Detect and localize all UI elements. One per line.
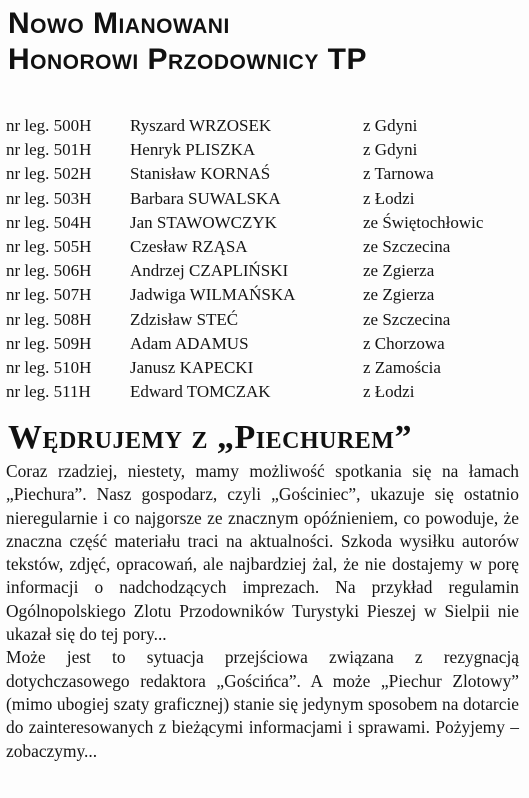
roster-name: Czesław RZĄSA bbox=[130, 237, 248, 257]
roster-name: Andrzej CZAPLIŃSKI bbox=[130, 261, 289, 281]
roster-name: Edward TOMCZAK bbox=[130, 382, 271, 402]
roster-name: Ryszard WRZOSEK bbox=[130, 116, 272, 136]
table-row bbox=[6, 187, 526, 211]
roster-name: Barbara SUWALSKA bbox=[130, 188, 281, 208]
table-row bbox=[6, 162, 526, 186]
roster-number: nr leg. 508H bbox=[6, 309, 92, 329]
article-paragraph-2: Może jest to sytuacja przejściowa związana z rezygnacją dotychczasowego redaktora „Gościńca”. A może „Piechur Zlotowy” (mimo ubogiej szaty graficznej) stanie się jedynym sposobem na dotarcie do zainteresowanych z bieżącymi informacjami i sprawami. Pożyjemy – zobaczymy... bbox=[6, 647, 519, 761]
roster-name: Jadwiga WILMAŃSKA bbox=[130, 285, 296, 305]
page-title bbox=[8, 6, 523, 78]
roster-town: z Chorzowa bbox=[363, 333, 445, 353]
roster-town: ze Zgierza bbox=[363, 285, 435, 305]
roster-town: z Łodzi bbox=[363, 188, 415, 208]
roster-town: ze Szczecina bbox=[363, 309, 451, 329]
roster-number: nr leg. 510H bbox=[6, 357, 92, 377]
roster-number: nr leg. 509H bbox=[6, 333, 92, 353]
table-row bbox=[6, 211, 526, 235]
roster-number: nr leg. 507H bbox=[6, 285, 92, 305]
roster-table bbox=[6, 114, 526, 404]
table-row bbox=[6, 356, 526, 380]
roster-town: z Łodzi bbox=[363, 382, 415, 402]
article-body bbox=[6, 460, 519, 763]
roster-number: nr leg. 511H bbox=[6, 382, 91, 402]
article-title: Wędrujemy z „Piechurem” bbox=[8, 419, 412, 456]
roster-number: nr leg. 505H bbox=[6, 237, 92, 257]
table-row bbox=[6, 114, 526, 138]
roster-name: Stanisław KORNAŚ bbox=[130, 164, 271, 184]
roster-name: Zdzisław STEĆ bbox=[130, 309, 239, 329]
roster-town: z Gdyni bbox=[363, 116, 418, 136]
roster-town: ze Szczecina bbox=[363, 237, 451, 257]
roster-number: nr leg. 502H bbox=[6, 164, 92, 184]
roster-town: z Zamościa bbox=[363, 357, 441, 377]
roster-number: nr leg. 501H bbox=[6, 140, 92, 160]
table-row bbox=[6, 235, 526, 259]
roster-number: nr leg. 503H bbox=[6, 188, 92, 208]
roster-name: Adam ADAMUS bbox=[130, 333, 249, 353]
table-row bbox=[6, 380, 526, 404]
table-row bbox=[6, 332, 526, 356]
roster-town: z Tarnowa bbox=[363, 164, 434, 184]
roster-town: z Gdyni bbox=[363, 140, 418, 160]
page-title-line-1: Nowo Mianowani bbox=[8, 7, 230, 40]
roster-number: nr leg. 504H bbox=[6, 212, 92, 232]
roster-name: Janusz KAPECKI bbox=[130, 357, 254, 377]
article-paragraph-1: Coraz rzadziej, niestety, mamy możliwość spotkania się na łamach „Piechura”. Nasz gospodarz, czyli „Gościniec”, ukazuje się ostatnio nieregularnie i co najgorsze ze znacznym opóźnieniem, co powoduje, że znaczna część materiału traci na aktualności. Szkoda wysiłku autorów tekstów, zdjęć, opracowań, ale najbardziej żal, że nie dostajemy w porę informacji o nadchodzących imprezach. Na przykład regulamin Ogólnopolskiego Zlotu Przodowników Turystyki Pieszej w Sielpii nie ukazał się do tej pory... bbox=[6, 461, 519, 645]
roster-town: ze Zgierza bbox=[363, 261, 435, 281]
roster-name: Henryk PLISZKA bbox=[130, 140, 256, 160]
table-row bbox=[6, 308, 526, 332]
roster-name: Jan STAWOWCZYK bbox=[130, 212, 277, 232]
table-row bbox=[6, 259, 526, 283]
table-row bbox=[6, 283, 526, 307]
page-title-line-2: Honorowi Przodownicy TP bbox=[8, 43, 367, 76]
roster-town: ze Świętochłowic bbox=[363, 212, 484, 232]
table-row bbox=[6, 138, 526, 162]
roster-number: nr leg. 506H bbox=[6, 261, 92, 281]
roster-number: nr leg. 500H bbox=[6, 116, 92, 136]
